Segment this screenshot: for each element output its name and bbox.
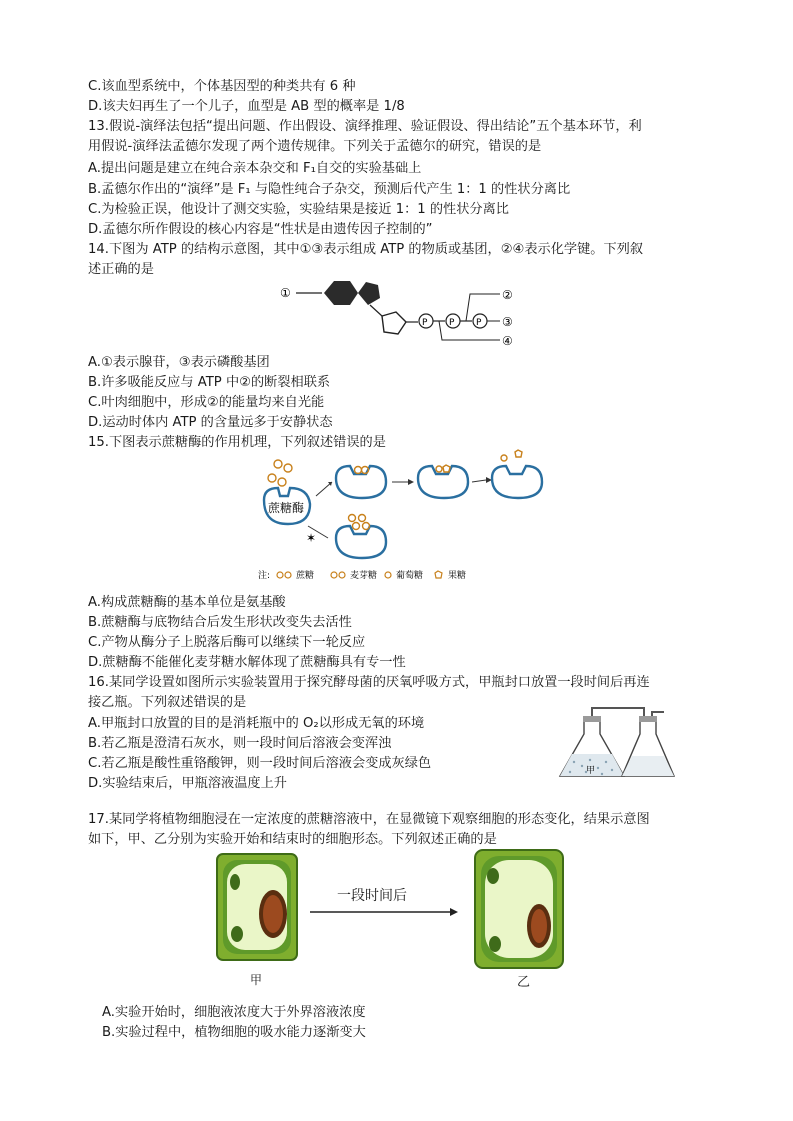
q16-option-d: D.实验结束后，甲瓶溶液温度上升 [88, 776, 287, 791]
enzyme-3 [418, 466, 468, 498]
atp-label-3: ③ [502, 315, 513, 329]
svg-text:P: P [476, 318, 482, 328]
legend-glucose: 葡萄糖 [396, 571, 424, 581]
q17-stem-line1: 17.某同学将植物细胞浸在一定浓度的蔗糖溶液中，在显微镜下观察细胞的形态变化，结果示意图 [88, 812, 650, 827]
ribose-ring [382, 312, 406, 334]
q14-option-d: D.运动时体内 ATP 的含量远多于安静状态 [88, 415, 333, 430]
q16-option-c: C.若乙瓶是酸性重铬酸钾，则一段时间后溶液会变成灰绿色 [88, 756, 432, 771]
cell-label-jia: 甲 [250, 973, 263, 987]
atp-label-4: ④ [502, 334, 513, 348]
q13-stem-line2: 用假说-演绎法孟德尔发现了两个遗传规律。下列关于孟德尔的研究，错误的是 [88, 139, 542, 154]
q14-option-a: A.①表示腺苷，③表示磷酸基团 [88, 355, 270, 370]
cell-label-yi: 乙 [517, 975, 531, 990]
enzyme-4 [492, 466, 542, 498]
svg-text:注:: 注: [258, 571, 271, 581]
q12-option-d: D.该夫妇再生了一个儿子，血型是 AB 型的概率是 1/8 [88, 99, 405, 114]
q17-option-b: B.实验过程中，植物细胞的吸水能力逐渐变大 [102, 1025, 366, 1040]
q17-stem-line2: 如下，甲、乙分别为实验开始和结束时的细胞形态。下列叙述正确的是 [88, 832, 497, 847]
q13-option-b: B.孟德尔作出的“演绎”是 F₁ 与隐性纯合子杂交，预测后代产生 1：1 的性状分离比 [88, 182, 571, 197]
phosphate-group-2 [446, 314, 460, 328]
atp-label-2: ② [502, 288, 513, 302]
plant-cell-jia [215, 852, 299, 962]
q13-option-c: C.为检验正误，他设计了测交实验，实验结果是接近 1：1 的性状分离比 [88, 202, 509, 217]
q14-option-c: C.叶肉细胞中，形成②的能量均来自光能 [88, 395, 325, 410]
arrow-text: 一段时间后 [337, 888, 407, 904]
q16-option-a: A.甲瓶封口放置的目的是消耗瓶中的 O₂以形成无氧的环境 [88, 716, 425, 731]
phosphate-group-1 [419, 314, 433, 328]
flask-label-jia: 甲 [586, 766, 596, 776]
legend [258, 569, 466, 581]
blocked-cross-icon: ✶ [306, 531, 317, 545]
q16-stem-line2: 接乙瓶。下列叙述错误的是 [88, 695, 247, 710]
q15-option-b: B.蔗糖酶与底物结合后发生形状改变失去活性 [88, 615, 352, 630]
q14-stem-line2: 述正确的是 [88, 262, 154, 277]
legend-maltose: 麦芽糖 [350, 571, 378, 581]
adenine-pentagon [358, 282, 380, 305]
q14-stem-line1: 14.下图为 ATP 的结构示意图，其中①③表示组成 ATP 的物质或基团，②④表示化学键。下列叙 [88, 242, 644, 257]
q14-option-b: B.许多吸能反应与 ATP 中②的断裂相联系 [88, 375, 331, 390]
q15-stem: 15.下图表示蔗糖酶的作用机理，下列叙述错误的是 [88, 435, 386, 450]
legend-fructose: 果糖 [448, 571, 467, 581]
q15-option-a: A.构成蔗糖酶的基本单位是氨基酸 [88, 595, 286, 610]
svg-text:P: P [449, 318, 455, 328]
q13-stem-line1: 13.假说-演绎法包括“提出问题、作出假设、演绎推理、验证假设、得出结论”五个基本环节，利 [88, 119, 642, 134]
atp-structure-diagram [278, 278, 538, 348]
yeast-flask-apparatus [552, 702, 682, 782]
q13-option-a: A.提出问题是建立在纯合亲本杂交和 F₁自交的实验基础上 [88, 161, 422, 176]
q16-stem-line1: 16.某同学设置如图所示实验装置用于探究酵母菌的厌氧呼吸方式，甲瓶封口放置一段时间后再连 [88, 675, 650, 690]
plant-cell-yi [473, 848, 565, 970]
phosphate-group-3 [473, 314, 487, 328]
q15-option-c: C.产物从酶分子上脱落后酶可以继续下一轮反应 [88, 635, 366, 650]
atp-label-1: ① [280, 286, 291, 300]
q12-option-c: C.该血型系统中，个体基因型的种类共有 6 种 [88, 79, 356, 94]
q17-option-a: A.实验开始时，细胞液浓度大于外界溶液浓度 [102, 1005, 366, 1020]
q13-option-d: D.孟德尔所作假设的核心内容是“性状是由遗传因子控制的” [88, 222, 433, 237]
adenine-hexagon [324, 281, 358, 305]
legend-sucrose: 蔗糖 [296, 571, 315, 581]
enzyme-5 [336, 526, 386, 558]
q15-option-d: D.蔗糖酶不能催化麦芽糖水解体现了蔗糖酶具有专一性 [88, 655, 406, 670]
sucrase-mechanism-diagram [258, 452, 548, 582]
svg-text:P: P [422, 318, 428, 328]
q16-option-b: B.若乙瓶是澄清石灰水，则一段时间后溶液会变浑浊 [88, 736, 392, 751]
sucrose-molecule-icon [268, 460, 292, 486]
enzyme-label: 蔗糖酶 [268, 501, 305, 515]
